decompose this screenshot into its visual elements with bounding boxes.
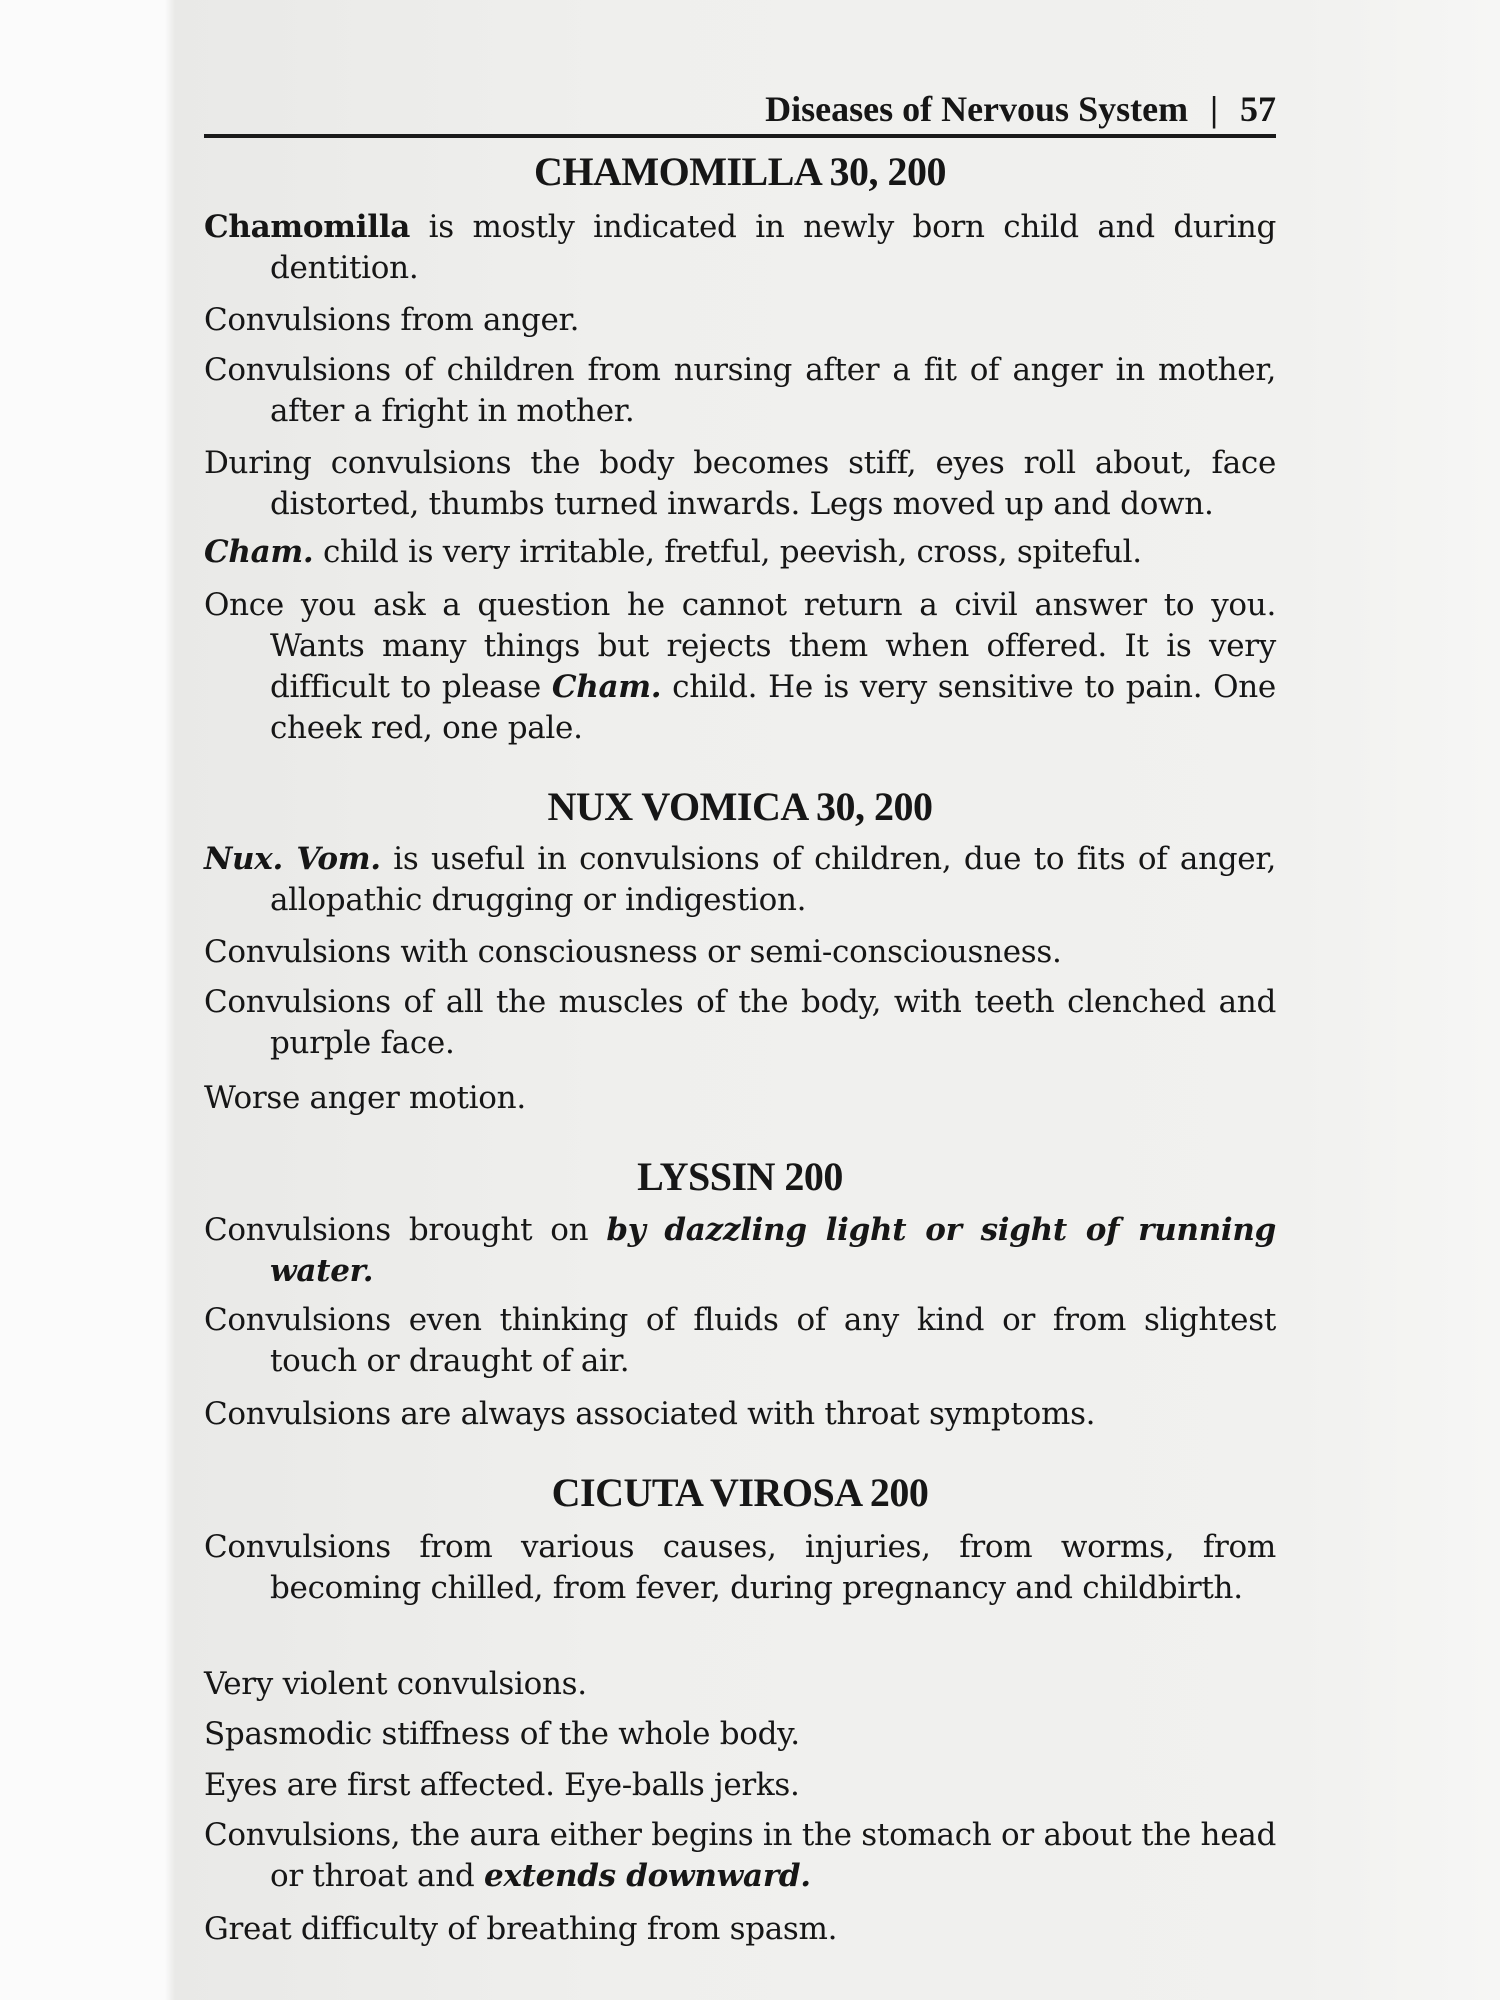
symptom-paragraph bbox=[204, 1664, 1276, 1705]
remedy-heading: LYSSIN 200 bbox=[637, 1154, 843, 1199]
symptom-paragraph bbox=[204, 1394, 1276, 1435]
paragraph-text: Very violent convulsions. bbox=[204, 1666, 587, 1702]
paragraph-text: child. He is very sensitive to pain. One cheek red, one pale. bbox=[270, 669, 1276, 746]
emphasized-text: Nux. Vom. bbox=[204, 841, 381, 877]
paragraph-text: child is very irritable, fretful, peevish, cross, spiteful. bbox=[313, 534, 1142, 570]
paragraph-text: Convulsions from various causes, injuries, from worms, from becoming chilled, from fever, during pregnancy and childbirth. bbox=[204, 1529, 1276, 1606]
emphasized-text: extends downward. bbox=[483, 1858, 811, 1894]
paragraph-text: Once you ask a question he cannot return a civil answer to you. Wants many things but rejects them when offered. It is very difficult to please bbox=[204, 587, 1276, 705]
symptom-paragraph bbox=[204, 1765, 1276, 1806]
emphasized-text: Cham. bbox=[204, 534, 314, 570]
emphasized-text: Chamomilla bbox=[204, 209, 410, 245]
paragraph-text: Spasmodic stiffness of the whole body. bbox=[204, 1716, 800, 1752]
symptom-paragraph bbox=[204, 585, 1276, 749]
chapter-title: Diseases of Nervous System bbox=[765, 89, 1189, 129]
header-separator: | bbox=[1210, 89, 1218, 129]
paragraph-text: Eyes are first affected. Eye-balls jerks. bbox=[204, 1767, 800, 1803]
paragraph-text: Great difficulty of breathing from spasm. bbox=[204, 1911, 838, 1947]
running-header bbox=[204, 88, 1276, 130]
paragraph-text: Convulsions are always associated with throat symptoms. bbox=[204, 1396, 1096, 1432]
remedy-heading: CICUTA VIROSA 200 bbox=[551, 1470, 929, 1515]
remedy-heading: CHAMOMILLA 30, 200 bbox=[533, 149, 947, 194]
paragraph-text: Convulsions with consciousness or semi-consciousness. bbox=[204, 934, 1062, 970]
symptom-paragraph bbox=[204, 1909, 1276, 1950]
page-number: 57 bbox=[1240, 89, 1276, 129]
emphasized-text: Cham. bbox=[551, 669, 662, 705]
paragraph-text: Convulsions from anger. bbox=[204, 302, 580, 338]
symptom-paragraph bbox=[204, 982, 1276, 1064]
symptom-paragraph bbox=[204, 443, 1276, 525]
symptom-paragraph bbox=[204, 207, 1276, 289]
paragraph-text: is mostly indicated in newly born child and during dentition. bbox=[270, 209, 1276, 286]
symptom-paragraph bbox=[204, 1714, 1276, 1755]
symptom-paragraph bbox=[204, 1210, 1276, 1292]
paragraph-text: Convulsions brought on bbox=[204, 1212, 607, 1248]
emphasized-text: by dazzling light or sight of running water. bbox=[270, 1212, 1276, 1289]
symptom-paragraph bbox=[204, 1527, 1276, 1609]
remedy-heading: NUX VOMICA 30, 200 bbox=[547, 784, 933, 829]
symptom-paragraph bbox=[204, 350, 1276, 432]
paragraph-text: Convulsions of children from nursing after a fit of anger in mother, after a fright in mother. bbox=[204, 352, 1276, 429]
symptom-paragraph bbox=[204, 1815, 1276, 1897]
paragraph-text: During convulsions the body becomes stiff, eyes roll about, face distorted, thumbs turned inwards. Legs moved up and down. bbox=[204, 445, 1276, 522]
paragraph-text: Convulsions, the aura either begins in the stomach or about the head or throat and bbox=[204, 1817, 1276, 1894]
paragraph-text: Convulsions even thinking of fluids of any kind or from slightest touch or draught of air. bbox=[204, 1302, 1276, 1379]
paragraph-text: Convulsions of all the muscles of the body, with teeth clenched and purple face. bbox=[204, 984, 1276, 1061]
symptom-paragraph bbox=[204, 1078, 1276, 1119]
header-rule bbox=[204, 134, 1276, 138]
paragraph-text: is useful in convulsions of children, due to fits of anger, allopathic drugging or indigestion. bbox=[270, 841, 1276, 918]
symptom-paragraph bbox=[204, 1300, 1276, 1382]
symptom-paragraph bbox=[204, 532, 1276, 573]
paragraph-text: Worse anger motion. bbox=[204, 1080, 526, 1116]
symptom-paragraph bbox=[204, 300, 1276, 341]
symptom-paragraph bbox=[204, 839, 1276, 921]
symptom-paragraph bbox=[204, 932, 1276, 973]
